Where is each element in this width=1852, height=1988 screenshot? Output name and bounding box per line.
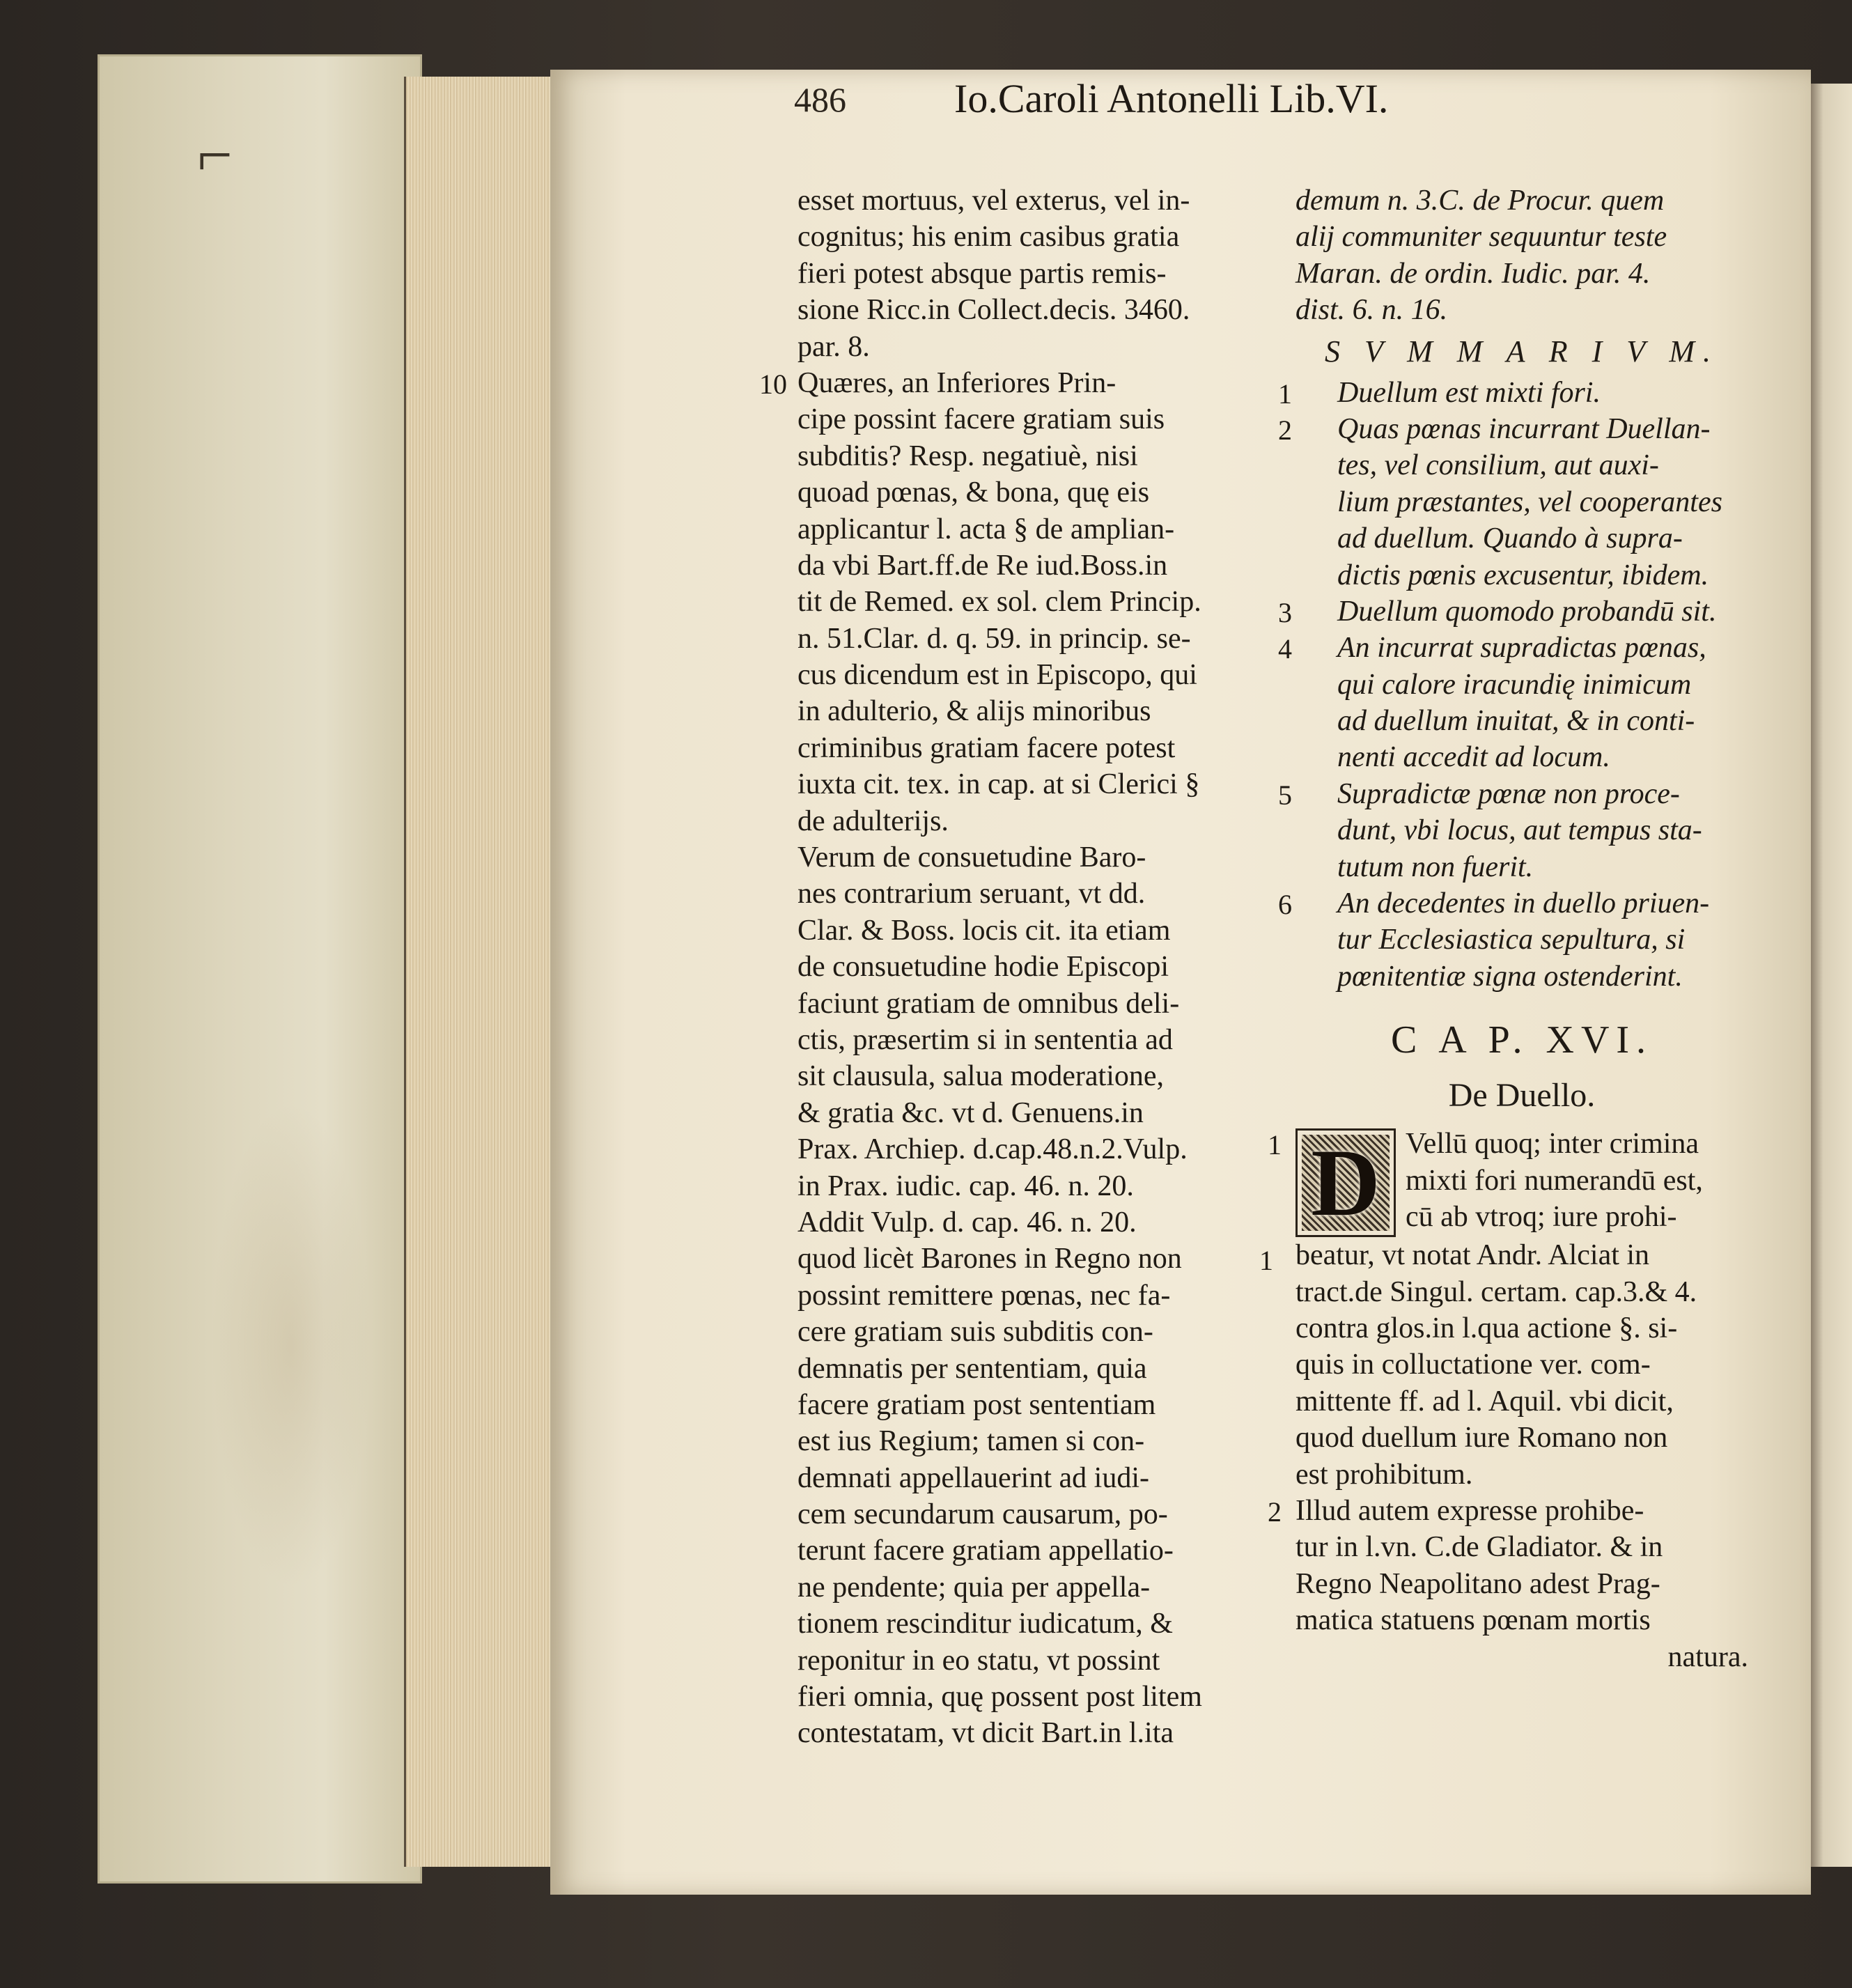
- summarium-number: 5: [1278, 779, 1292, 811]
- summarium-list: [1295, 375, 1748, 995]
- summarium-line: lium præstantes, vel cooperantes: [1337, 486, 1722, 518]
- chapter-subtitle: De Duello.: [1448, 1077, 1596, 1115]
- text-line: tract.de Singul. certam. cap.3.& 4.: [1295, 1275, 1697, 1308]
- summarium-number: 2: [1278, 414, 1292, 446]
- margin-number: 10: [759, 368, 787, 400]
- text-line: applicantur l. acta § de amplian-: [797, 513, 1175, 545]
- text-line: demnati appellauerint ad iudi-: [797, 1461, 1149, 1494]
- text-line: cipe possint facere gratiam suis: [797, 403, 1165, 436]
- text-line: Regno Neapolitano adest Prag-: [1295, 1567, 1660, 1600]
- running-title: Io.Caroli Antonelli Lib.VI.: [954, 76, 1389, 121]
- text-line: Maran. de ordin. Iudic. par. 4.: [1295, 257, 1651, 290]
- text-line: quoad pœnas, & bona, quę eis: [797, 476, 1150, 509]
- text-line: par. 8.: [797, 330, 870, 363]
- text-line: tionem rescinditur iudicatum, &: [797, 1608, 1173, 1640]
- text-line: criminibus gratiam facere potest: [797, 731, 1176, 764]
- text-line: alij communiter sequuntur teste: [1295, 221, 1667, 254]
- summarium-number: 6: [1278, 889, 1292, 921]
- text-line: cere gratiam suis subditis con-: [797, 1316, 1153, 1349]
- text-line: Illud autem expresse prohibe-: [1295, 1494, 1644, 1527]
- text-line: da vbi Bart.ff.de Re iud.Boss.in: [797, 549, 1168, 582]
- text-line: cū ab vtroq; iure prohi-: [1406, 1200, 1677, 1233]
- facing-page-edge: [1811, 84, 1852, 1867]
- text-line: de adulterijs.: [797, 805, 949, 837]
- text-line: contestatam, vt dicit Bart.in l.ita: [797, 1717, 1174, 1750]
- summarium-line: nenti accedit ad locum.: [1337, 741, 1610, 774]
- chapter-body: [1295, 1237, 1748, 1675]
- page-number: 486: [794, 80, 846, 119]
- text-line: ctis, præsertim si in sententia ad: [797, 1023, 1173, 1056]
- page-edges: [404, 77, 566, 1867]
- summarium-line: tes, vel consilium, aut auxi-: [1337, 449, 1659, 482]
- text-line: iuxta cit. tex. in cap. at si Clerici §: [797, 768, 1200, 801]
- text-line: beatur, vt notat Andr. Alciat in: [1295, 1239, 1650, 1272]
- text-line: faciunt gratiam de omnibus deli-: [797, 987, 1180, 1020]
- summarium-number: 1: [1278, 378, 1292, 410]
- text-line: de consuetudine hodie Episcopi: [797, 951, 1169, 984]
- text-line: Clar. & Boss. locis cit. ita etiam: [797, 914, 1171, 947]
- text-line: & gratia &c. vt d. Genuens.in: [797, 1096, 1144, 1129]
- summarium-line: dunt, vbi locus, aut tempus sta-: [1337, 814, 1702, 847]
- text-line: contra glos.in l.qua actione §. si-: [1295, 1312, 1678, 1344]
- summarium-line: dictis pœnis excusentur, ibidem.: [1337, 559, 1709, 591]
- cover-mark: ⌐: [197, 121, 233, 189]
- text-line: quod licèt Barones in Regno non: [797, 1243, 1182, 1275]
- text-line: demnatis per sententiam, quia: [797, 1352, 1147, 1385]
- text-line: reponitur in eo statu, vt possint: [797, 1644, 1160, 1677]
- text-line: nes contrarium seruant, vt dd.: [797, 878, 1146, 910]
- text-line: dist. 6. n. 16.: [1295, 294, 1448, 327]
- text-line: fieri omnia, quę possent post litem: [797, 1681, 1202, 1714]
- text-line: cognitus; his enim casibus gratia: [797, 221, 1180, 254]
- text-line: mixti fori numerandū est,: [1406, 1164, 1703, 1197]
- text-line: est prohibitum.: [1295, 1458, 1473, 1491]
- text-line: in Prax. iudic. cap. 46. n. 20.: [797, 1170, 1134, 1202]
- summarium-line: pœnitentiæ signa ostenderint.: [1337, 960, 1683, 993]
- text-line: sit clausula, salua moderatione,: [797, 1060, 1165, 1093]
- text-line: tur in l.vn. C.de Gladiator. & in: [1295, 1531, 1663, 1564]
- text-line: demum n. 3.C. de Procur. quem: [1295, 185, 1665, 217]
- right-column-continuation: [1295, 183, 1748, 329]
- summarium-line: Duellum quomodo probandū sit.: [1337, 595, 1717, 628]
- text-line: Addit Vulp. d. cap. 46. n. 20.: [797, 1206, 1137, 1238]
- text-line: mittente ff. ad l. Aquil. vbi dicit,: [1295, 1385, 1674, 1418]
- left-column: [797, 183, 1257, 1752]
- margin-number: 2: [1268, 1496, 1282, 1528]
- chapter-title: C A P. XVI.: [1390, 1018, 1653, 1062]
- summarium-line: ad duellum inuitat, & in conti-: [1337, 705, 1695, 738]
- summarium-title: S V M M A R I V M.: [1325, 334, 1719, 368]
- text-line: est ius Regium; tamen si con-: [797, 1425, 1145, 1458]
- text-line: terunt facere gratiam appellatio-: [797, 1535, 1174, 1567]
- text-line: esset mortuus, vel exterus, vel in-: [797, 185, 1190, 217]
- text-line: ne pendente; quia per appella-: [797, 1571, 1151, 1603]
- page-header: [794, 75, 1477, 125]
- text-line: in adulterio, & alijs minoribus: [797, 695, 1151, 728]
- margin-number: 1: [1259, 1244, 1273, 1276]
- summarium-line: An decedentes in duello priuen-: [1337, 887, 1710, 920]
- text-line: sione Ricc.in Collect.decis. 3460.: [797, 294, 1190, 327]
- text-line: cem secundarum causarum, po-: [797, 1498, 1168, 1531]
- opening-paragraph: [1295, 1126, 1748, 1237]
- summarium-line: Supradictæ pœnæ non proce-: [1337, 777, 1680, 810]
- summarium-line: Quas pœnas incurrant Duellan-: [1337, 412, 1711, 445]
- decorated-initial: [1295, 1128, 1396, 1237]
- text-line: Quæres, an Inferiores Prin-: [797, 366, 1116, 399]
- text-line: quis in colluctatione ver. com-: [1295, 1349, 1651, 1381]
- text-line: facere gratiam post sententiam: [797, 1388, 1156, 1421]
- summarium-line: tutum non fuerit.: [1337, 851, 1534, 883]
- text-line: fieri potest absque partis remis-: [797, 257, 1167, 290]
- text-line: Vellū quoq; inter crimina: [1406, 1128, 1699, 1160]
- initial-letter: D: [1311, 1129, 1380, 1236]
- summarium-line: An incurrat supradictas pœnas,: [1337, 632, 1706, 665]
- summarium-line: ad duellum. Quando à supra-: [1337, 522, 1683, 555]
- text-line: natura.: [1667, 1640, 1748, 1673]
- book-cover-board: [98, 54, 422, 1884]
- summarium-number: 3: [1278, 597, 1292, 628]
- summarium-number: 4: [1278, 633, 1292, 665]
- cover-stain: [211, 1101, 371, 1589]
- margin-number: 1: [1268, 1129, 1282, 1160]
- summarium-line: Duellum est mixti fori.: [1337, 376, 1601, 409]
- text-line: quod duellum iure Romano non: [1295, 1422, 1668, 1454]
- summarium-line: qui calore iracundię inimicum: [1337, 668, 1692, 701]
- text-line: n. 51.Clar. d. q. 59. in princip. se-: [797, 622, 1191, 655]
- text-line: cus dicendum est in Episcopo, qui: [797, 659, 1197, 692]
- text-line: tit de Remed. ex sol. clem Princip.: [797, 586, 1201, 619]
- text-line: matica statuens pœnam mortis: [1295, 1604, 1651, 1637]
- text-line: Prax. Archiep. d.cap.48.n.2.Vulp.: [797, 1133, 1188, 1166]
- text-line: Verum de consuetudine Baro-: [797, 841, 1146, 874]
- text-line: possint remittere pœnas, nec fa-: [797, 1279, 1171, 1312]
- text-line: subditis? Resp. negatiuè, nisi: [797, 440, 1138, 472]
- summarium-line: tur Ecclesiastica sepultura, si: [1337, 924, 1686, 956]
- right-column: [1295, 183, 1748, 1675]
